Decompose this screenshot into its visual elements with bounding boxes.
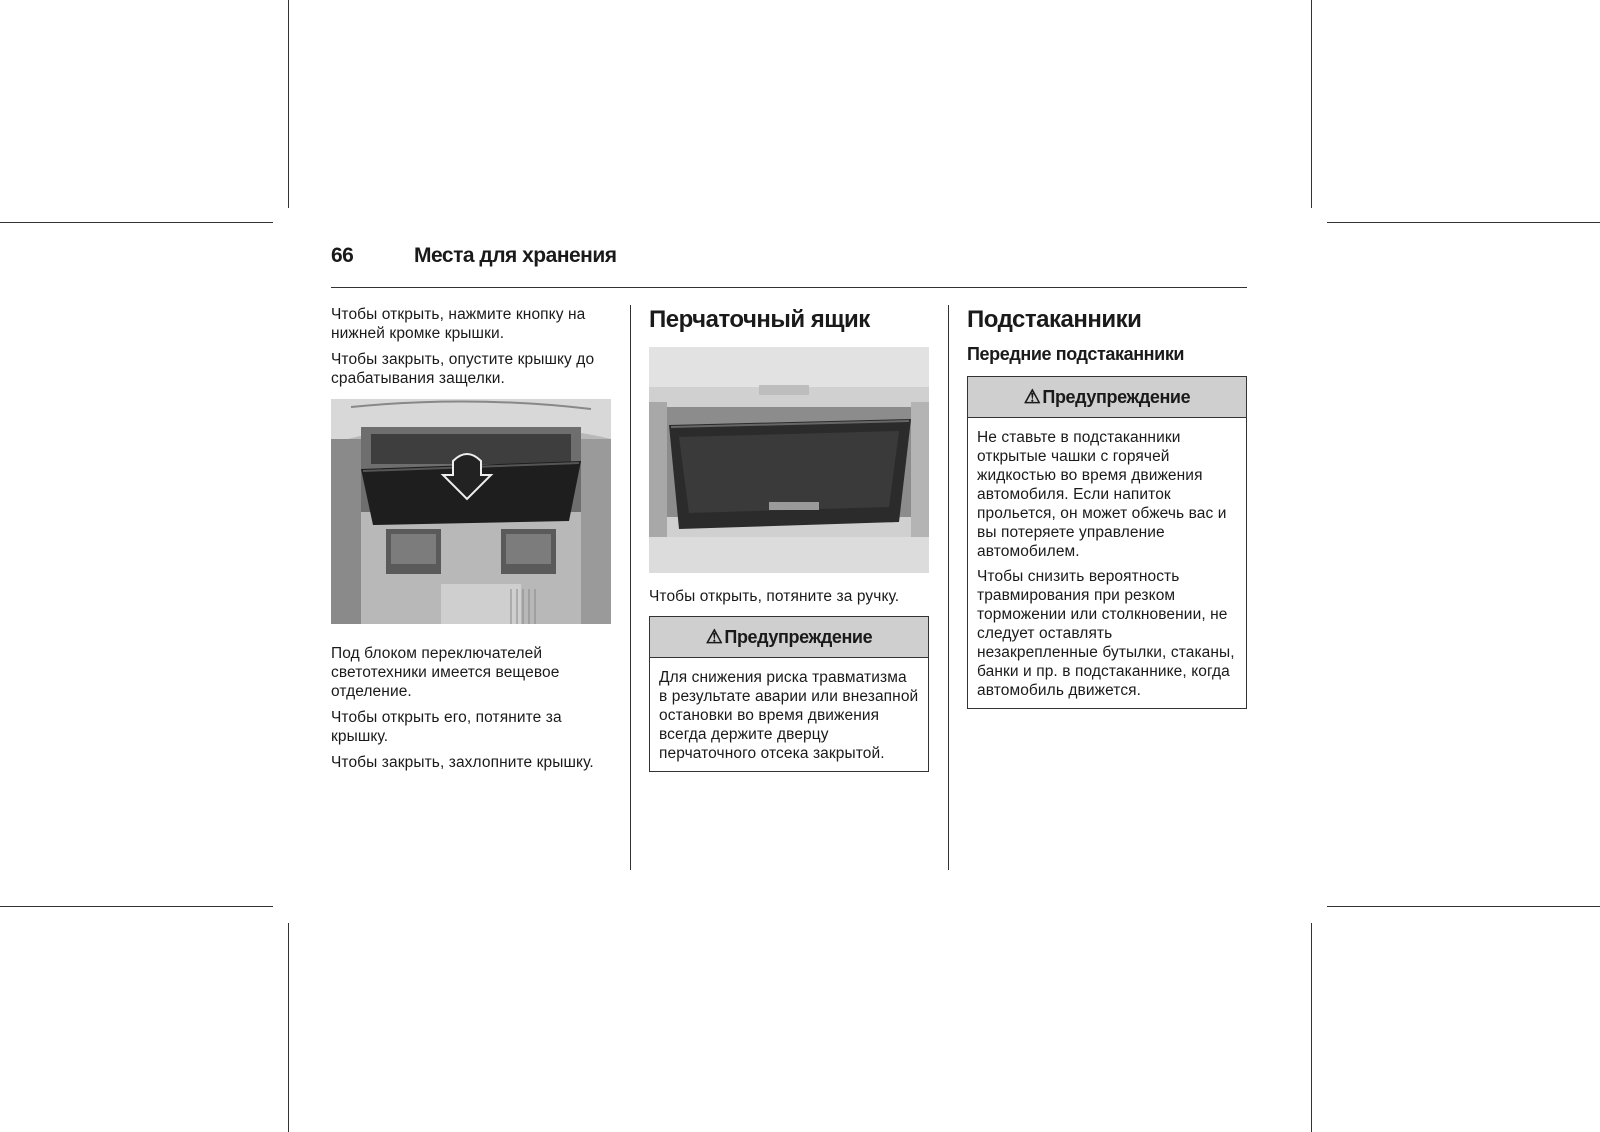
warning-box xyxy=(967,376,1247,709)
crop-mark xyxy=(288,0,289,208)
crop-mark xyxy=(1311,0,1312,208)
warning-header xyxy=(968,377,1246,418)
warning-triangle-icon: ⚠ xyxy=(705,626,723,648)
storage-compartment-illustration xyxy=(331,399,611,624)
warning-box xyxy=(649,616,929,772)
warning-title: Предупреждение xyxy=(724,626,873,647)
heading-cupholders: Подстаканники xyxy=(967,306,1142,333)
paragraph: Чтобы открыть его, потяните за крышку. xyxy=(331,709,562,745)
warning-title: Предупреждение xyxy=(1042,386,1191,407)
crop-mark xyxy=(0,906,273,907)
crop-mark xyxy=(1327,222,1600,223)
page-number: 66 xyxy=(331,244,354,267)
paragraph: Под блоком переключателей светотехники имеется вещевое отделение. xyxy=(331,645,560,700)
crop-mark xyxy=(288,923,289,1132)
paragraph: Чтобы закрыть, опустите крышку до срабатывания защелки. xyxy=(331,351,595,387)
page-header xyxy=(331,244,1247,278)
subheading-front-cupholders: Передние подстаканники xyxy=(967,344,1185,364)
column-divider xyxy=(948,305,949,870)
warning-text: Чтобы снизить вероятность травмирования при резком торможении или столкновении, не следует оставлять незакрепленные бутылки, стаканы, банки и пр. в подстаканнике, когда автомобиль движется. xyxy=(977,568,1235,699)
column-3 xyxy=(967,305,1249,709)
crop-mark xyxy=(0,222,273,223)
heading-glovebox: Перчаточный ящик xyxy=(649,306,870,333)
column-divider xyxy=(630,305,631,870)
warning-triangle-icon: ⚠ xyxy=(1023,386,1041,408)
warning-text: Не ставьте в подстаканники открытые чашки с горячей жидкостью во время движения автомобиля. Если напиток прольется, он может обжечь вас и вы потеряете управление автомобилем. xyxy=(977,429,1227,560)
section-title: Места для хранения xyxy=(414,244,617,267)
column-1 xyxy=(331,305,613,779)
warning-header xyxy=(650,617,928,658)
column-2 xyxy=(649,305,931,772)
crop-mark xyxy=(1311,923,1312,1132)
warning-text: Для снижения риска травматизма в результате аварии или внезапной остановки во время движения всегда держите дверцу перчаточного отсека закрытой. xyxy=(659,669,919,762)
glovebox-illustration xyxy=(649,347,929,573)
warning-body xyxy=(968,418,1246,708)
crop-mark xyxy=(1327,906,1600,907)
paragraph: Чтобы открыть, потяните за ручку. xyxy=(649,588,900,605)
warning-body xyxy=(650,658,928,771)
header-rule xyxy=(331,287,1247,288)
glovebox-image xyxy=(649,347,929,573)
paragraph: Чтобы закрыть, захлопните крышку. xyxy=(331,754,594,771)
storage-compartment-image xyxy=(331,399,611,624)
paragraph: Чтобы открыть, нажмите кнопку на нижней кромке крышки. xyxy=(331,306,586,342)
